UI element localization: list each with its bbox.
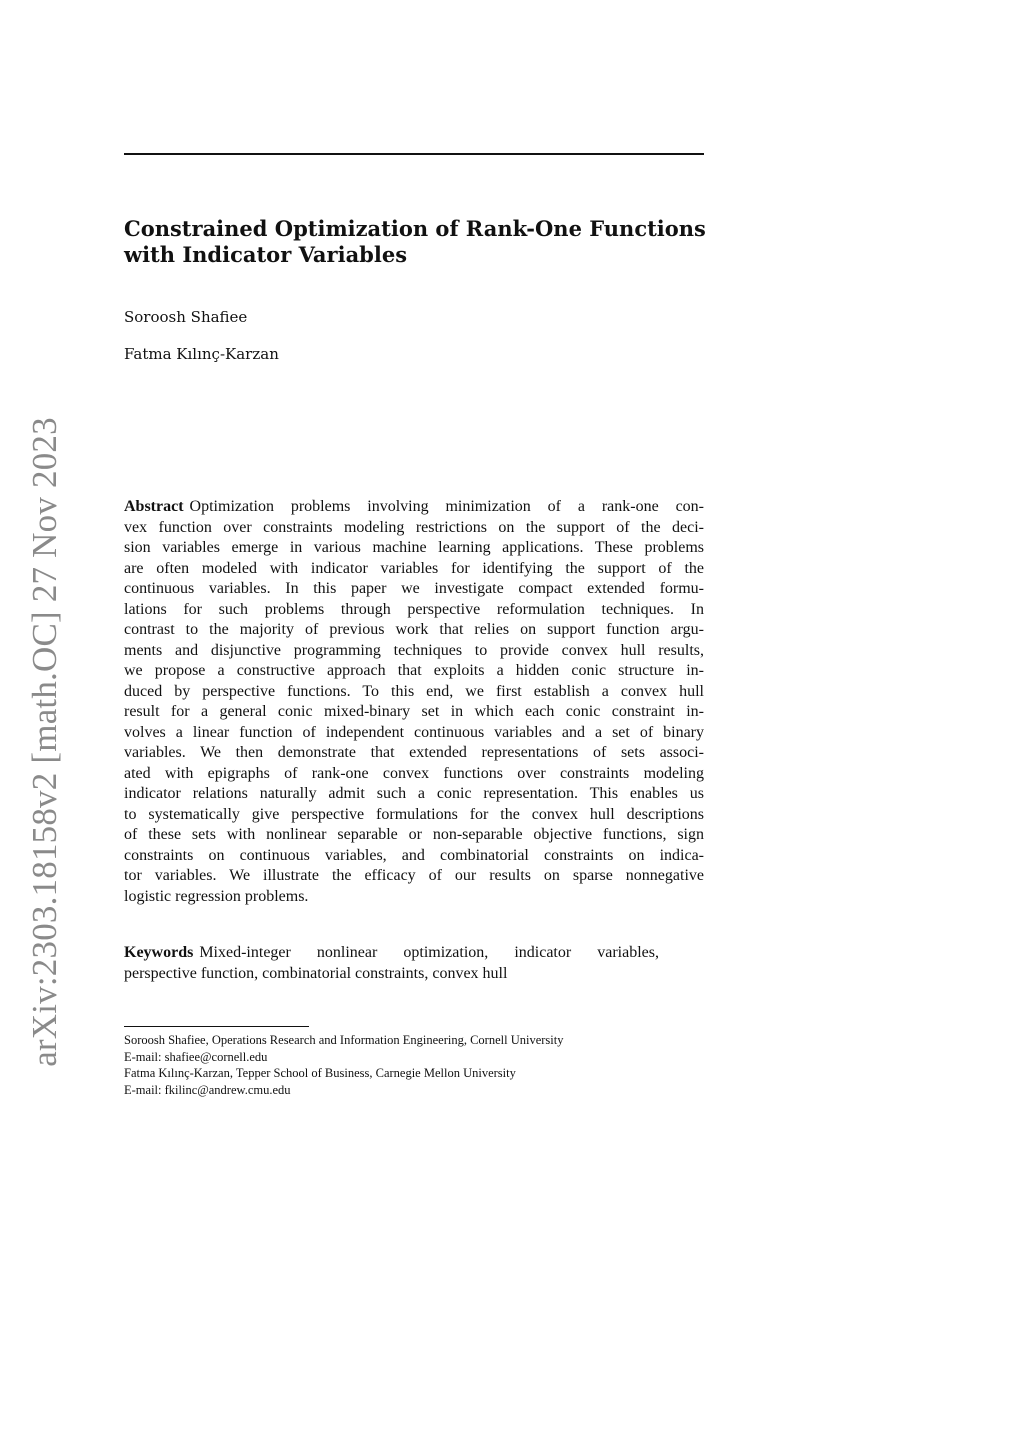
author-name: Soroosh Shafiee xyxy=(124,308,248,326)
abstract-line: volves a linear function of independent continuous variables and a set of binary xyxy=(124,723,704,741)
keywords-line: perspective function, combinatorial constraints, convex hull xyxy=(124,964,508,982)
abstract-line: variables. We then demonstrate that extended representations of sets associ- xyxy=(124,744,704,761)
abstract-line: ated with epigraphs of rank-one convex functions over constraints modeling xyxy=(124,764,704,782)
footnote-affiliation: Fatma Kılınç-Karzan, Tepper School of Business, Carnegie Mellon University xyxy=(124,1066,516,1080)
title-line: with Indicator Variables xyxy=(124,242,408,267)
keywords-label: Keywords xyxy=(124,944,194,961)
abstract-line: ments and disjunctive programming techniques to provide convex hull results, xyxy=(124,641,704,659)
abstract-line: vex function over constraints modeling restrictions on the support of the deci- xyxy=(124,518,704,536)
abstract-line: tor variables. We illustrate the efficacy of our results on sparse nonnegative xyxy=(124,867,704,884)
abstract-line: duced by perspective functions. To this end, we first establish a convex hull xyxy=(124,682,704,700)
abstract-line: sion variables emerge in various machine learning applications. These problems xyxy=(124,539,704,556)
abstract-line: result for a general conic mixed-binary set in which each conic constraint in- xyxy=(124,703,704,720)
abstract-line: contrast to the majority of previous work that relies on support function argu- xyxy=(124,621,704,638)
abstract-line: indicator relations naturally admit such a conic representation. This enables us xyxy=(124,785,704,802)
abstract-label: Abstract xyxy=(124,498,184,515)
abstract-line: lations for such problems through perspective reformulation techniques. In xyxy=(124,600,704,618)
abstract-line: of these sets with nonlinear separable or non-separable objective functions, sign xyxy=(124,826,704,843)
keywords-text: Mixed-integer nonlinear optimization, indicator variables, xyxy=(199,944,659,961)
footnote-email[interactable]: E-mail: shafiee@cornell.edu xyxy=(124,1049,268,1064)
paper-title xyxy=(124,216,724,268)
abstract-line: continuous variables. In this paper we investigate compact extended formu- xyxy=(124,580,704,597)
abstract-line: we propose a constructive approach that exploits a hidden conic structure in- xyxy=(124,662,704,679)
footnote-email[interactable]: E-mail: fkilinc@andrew.cmu.edu xyxy=(124,1082,291,1097)
arxiv-identifier-stamp[interactable]: arXiv:2303.18158v2 [math.OC] 27 Nov 2023 xyxy=(25,417,64,1067)
keywords xyxy=(124,943,659,984)
abstract-line xyxy=(124,497,704,518)
footnote-rule xyxy=(124,1026,309,1027)
abstract xyxy=(124,497,704,907)
keywords-line xyxy=(124,943,659,964)
abstract-line: to systematically give perspective formulations for the convex hull descriptions xyxy=(124,805,704,823)
abstract-line: logistic regression problems. xyxy=(124,887,309,905)
author-name: Fatma Kılınç-Karzan xyxy=(124,345,279,363)
footnote-affiliation: Soroosh Shafiee, Operations Research and Information Engineering, Cornell University xyxy=(124,1033,564,1047)
title-line: Constrained Optimization of Rank-One Functions xyxy=(124,216,706,241)
abstract-line: are often modeled with indicator variables for identifying the support of the xyxy=(124,559,704,577)
abstract-line: constraints on continuous variables, and combinatorial constraints on indica- xyxy=(124,846,704,864)
author-footnotes xyxy=(124,1032,704,1098)
header-rule xyxy=(124,153,704,155)
abstract-text: Optimization problems involving minimization of a rank-one con- xyxy=(189,498,704,515)
